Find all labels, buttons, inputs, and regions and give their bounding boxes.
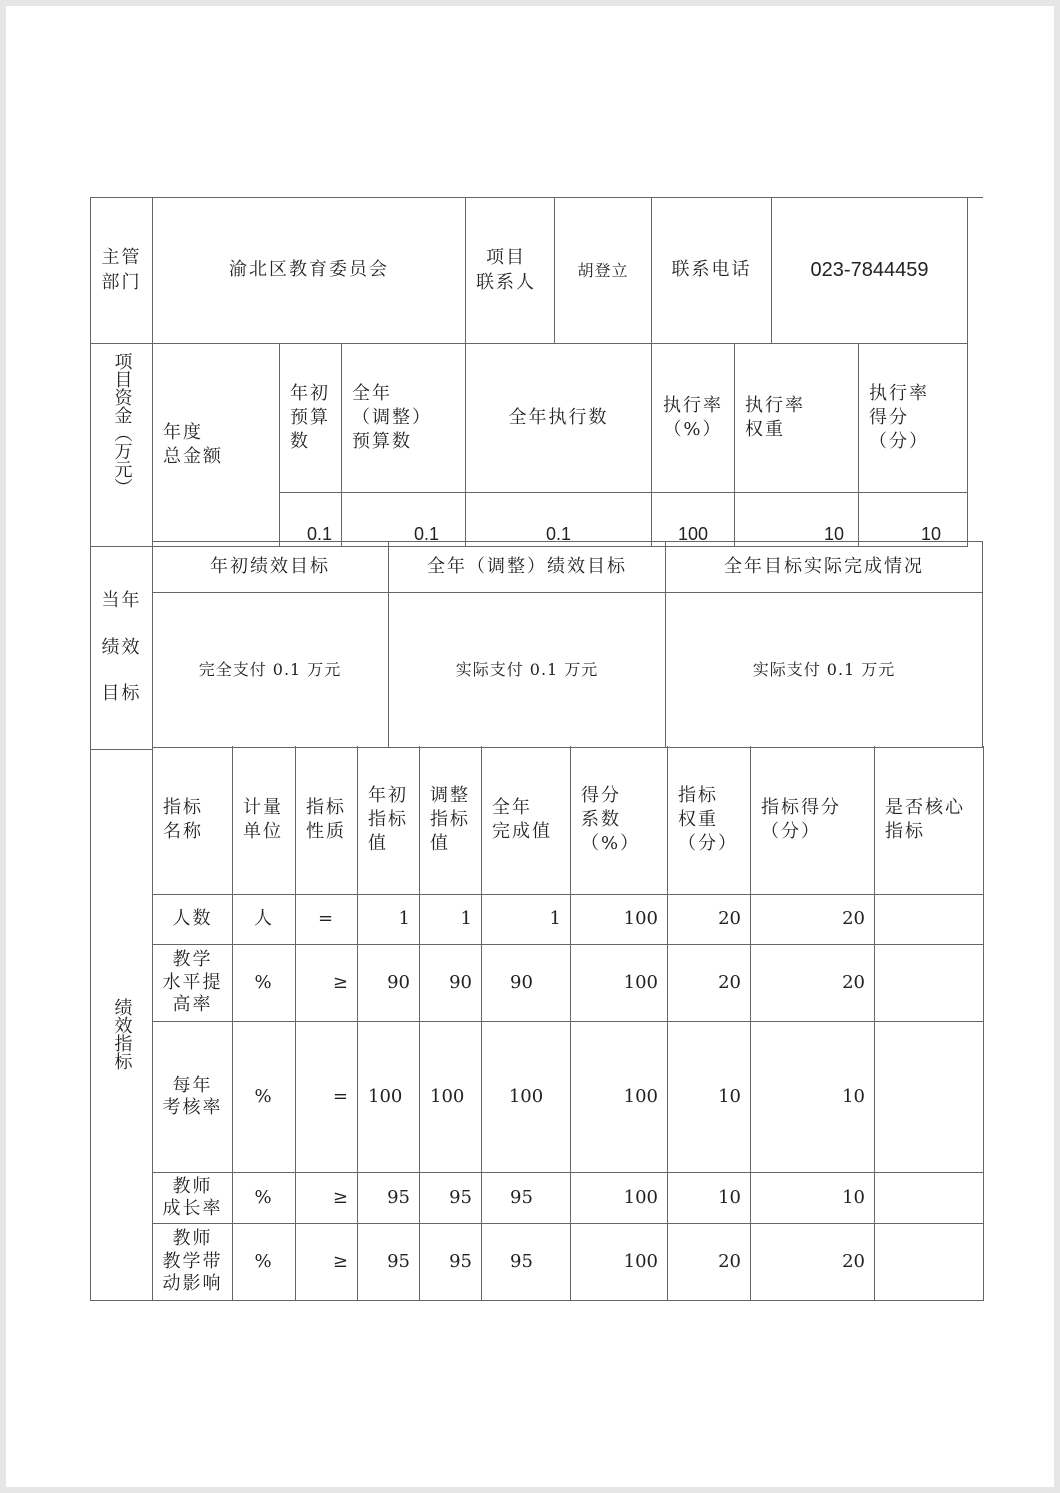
goals-block (152, 541, 983, 748)
row-3-core (875, 1022, 984, 1173)
indicators-section-label (91, 746, 153, 1301)
row-4-adjusted: 95 (420, 1173, 482, 1224)
indicators-block (90, 746, 984, 1301)
goals-actual-header: 全年目标实际完成情况 (666, 542, 983, 593)
row-4-name: 教师 成长率 (153, 1173, 233, 1224)
funds-executed-value: 0.1 (466, 493, 652, 547)
funds-adjusted-label: 全年 （调整） 预算数 (342, 344, 466, 493)
row-4-nature: ≥ (296, 1173, 358, 1224)
row-5-score: 20 (751, 1224, 875, 1301)
row-2-coef: 100 (571, 945, 668, 1022)
row-1-name: 人数 (153, 895, 233, 945)
row-4-coef: 100 (571, 1173, 668, 1224)
funds-score-label: 执行率 得分 （分） (859, 344, 968, 493)
row-4-unit: % (233, 1173, 296, 1224)
goals-initial-header: 年初绩效目标 (152, 542, 389, 593)
row-1-initial: 1 (358, 895, 420, 945)
row-5-unit: % (233, 1224, 296, 1301)
row-5-completed: 95 (482, 1224, 571, 1301)
row-5-weight: 20 (668, 1224, 751, 1301)
row-2-core (875, 945, 984, 1022)
funds-section-text: 项目资金（万元） (111, 352, 133, 496)
phone-label: 联系电话 (652, 198, 772, 344)
header-coef: 得分 系数 （%） (571, 746, 668, 895)
row-5-name: 教师 教学带 动影响 (153, 1224, 233, 1301)
contact-label: 项目 联系人 (466, 198, 555, 344)
row-1-completed: 1 (482, 895, 571, 945)
funds-weight-value: 10 (735, 493, 859, 547)
row-1-adjusted: 1 (420, 895, 482, 945)
header-core: 是否核心 指标 (875, 746, 984, 895)
row-1-coef: 100 (571, 895, 668, 945)
header-initial: 年初 指标 值 (358, 746, 420, 895)
header-score: 指标得分 （分） (751, 746, 875, 895)
funds-score-value: 10 (859, 493, 968, 547)
row-3-coef: 100 (571, 1022, 668, 1173)
row-1-core (875, 895, 984, 945)
row-5-coef: 100 (571, 1224, 668, 1301)
row-3-initial: 100 (358, 1022, 420, 1173)
row-3-weight: 10 (668, 1022, 751, 1173)
row-4-completed: 95 (482, 1173, 571, 1224)
goals-adjusted-header: 全年（调整）绩效目标 (389, 542, 666, 593)
row-4-weight: 10 (668, 1173, 751, 1224)
header-unit: 计量 单位 (233, 746, 296, 895)
goals-actual-text: 实际支付 0.1 万元 (666, 593, 983, 748)
row-2-adjusted: 90 (420, 945, 482, 1022)
indicators-section-text: 绩效指标 (111, 998, 133, 1070)
header-completed: 全年 完成值 (482, 746, 571, 895)
funds-weight-label: 执行率 权重 (735, 344, 859, 493)
row-4-score: 10 (751, 1173, 875, 1224)
row-3-completed: 100 (482, 1022, 571, 1173)
goals-initial-text: 完全支付 0.1 万元 (152, 593, 389, 748)
phone-value: 023-7844459 (772, 198, 968, 344)
funds-executed-label: 全年执行数 (466, 344, 652, 493)
funds-total-label: 年度 总金额 (153, 344, 280, 547)
dept-value: 渝北区教育委员会 (153, 198, 466, 344)
dept-label: 主管 部门 (91, 198, 153, 344)
row-1-score: 20 (751, 895, 875, 945)
row-3-nature: = (296, 1022, 358, 1173)
goals-section-label: 当年 绩效 目标 (91, 547, 153, 750)
row-5-initial: 95 (358, 1224, 420, 1301)
header-weight: 指标 权重 （分） (668, 746, 751, 895)
row-3-unit: % (233, 1022, 296, 1173)
row-2-score: 20 (751, 945, 875, 1022)
header-adjusted: 调整 指标 值 (420, 746, 482, 895)
row-2-unit: % (233, 945, 296, 1022)
row-3-adjusted: 100 (420, 1022, 482, 1173)
funds-section-label (91, 344, 153, 547)
row-5-nature: ≥ (296, 1224, 358, 1301)
funds-rate-value: 100 (652, 493, 735, 547)
row-1-weight: 20 (668, 895, 751, 945)
row-2-name: 教学 水平提 高率 (153, 945, 233, 1022)
row-2-initial: 90 (358, 945, 420, 1022)
header-name: 指标 名称 (153, 746, 233, 895)
goals-adjusted-text: 实际支付 0.1 万元 (389, 593, 666, 748)
document-page (6, 6, 1054, 1487)
funds-initial-label: 年初 预算数 (280, 344, 342, 493)
funds-rate-label: 执行率 （%） (652, 344, 735, 493)
row-2-weight: 20 (668, 945, 751, 1022)
row-2-completed: 90 (482, 945, 571, 1022)
row-4-initial: 95 (358, 1173, 420, 1224)
row-3-name: 每年 考核率 (153, 1022, 233, 1173)
header-nature: 指标 性质 (296, 746, 358, 895)
contact-value: 胡登立 (555, 198, 652, 344)
row-5-adjusted: 95 (420, 1224, 482, 1301)
row-3-score: 10 (751, 1022, 875, 1173)
row-1-unit: 人 (233, 895, 296, 945)
row-2-nature: ≥ (296, 945, 358, 1022)
funds-adjusted-value: 0.1 (342, 493, 466, 547)
row-4-core (875, 1173, 984, 1224)
funds-initial-value: 0.1 (280, 493, 342, 547)
row-5-core (875, 1224, 984, 1301)
row-1-nature: = (296, 895, 358, 945)
